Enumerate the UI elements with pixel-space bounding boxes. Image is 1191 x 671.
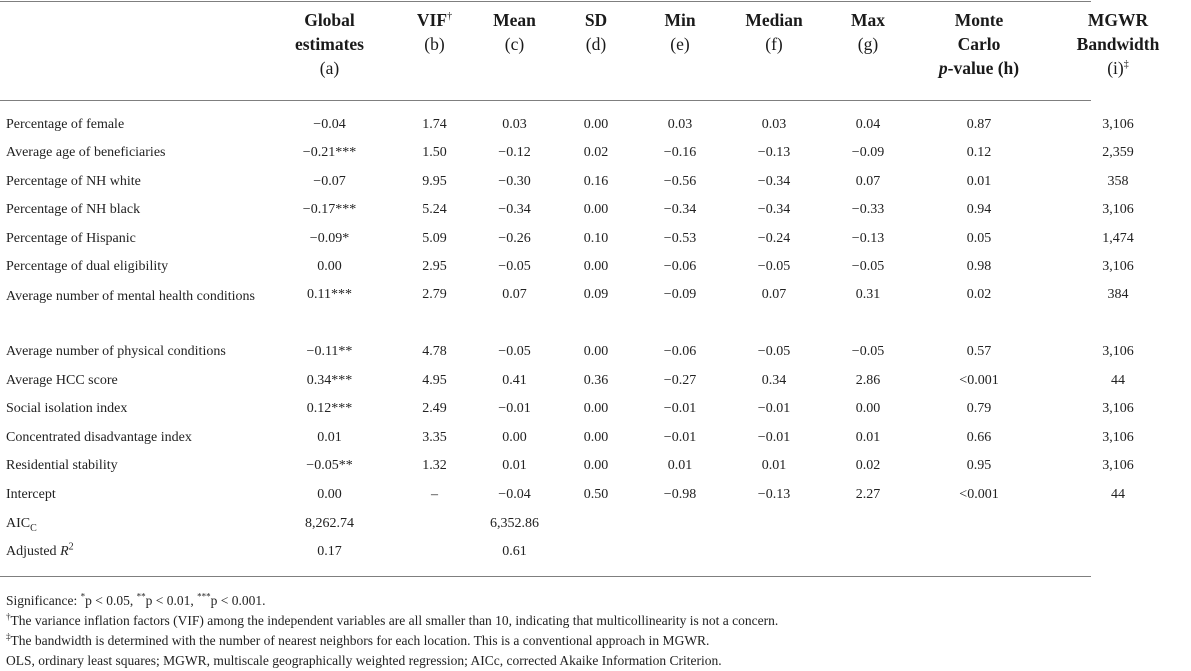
- header-sd: [557, 0, 635, 100]
- table-row: [0, 196, 1191, 225]
- row-label: Residential stability: [6, 458, 118, 474]
- cell-global: −0.09*: [309, 230, 350, 246]
- header-max-label: Max: [850, 10, 886, 30]
- dagger-note-mark: †: [6, 611, 11, 622]
- cell-vif: 5.09: [422, 230, 447, 246]
- cell-vif: [397, 538, 472, 567]
- cell-vif: 2.49: [422, 401, 447, 417]
- cell-max: 2.86: [855, 372, 881, 388]
- cell-bandwidth: 3,106: [1102, 458, 1134, 474]
- row-label: Percentage of dual eligibility: [6, 259, 169, 275]
- cell-sd: 0.09: [583, 286, 609, 302]
- row-label: Percentage of Hispanic: [6, 230, 136, 246]
- cell-median: −0.05: [757, 343, 791, 359]
- sig2-text: p < 0.01,: [145, 593, 198, 608]
- cell-mean: −0.12: [498, 145, 531, 160]
- row-label: Average number of mental health conditions: [6, 288, 255, 304]
- cell-max: 2.27: [855, 486, 881, 502]
- cell-vif: –: [431, 486, 438, 502]
- ddagger-note-mark: ‡: [6, 631, 11, 642]
- table-row: [0, 225, 1191, 254]
- row-label: Social isolation index: [6, 401, 128, 417]
- cell-median: −0.01: [757, 429, 791, 445]
- cell-sd: 0.00: [583, 401, 609, 417]
- vif-note: [6, 611, 1086, 631]
- cell-pvalue: 0.01: [966, 173, 992, 189]
- cell-min: −0.09: [663, 286, 697, 302]
- cell-bandwidth: 3,106: [1102, 259, 1134, 275]
- cell-max: 0.02: [855, 458, 881, 474]
- r2-label: Adjusted: [6, 544, 61, 560]
- cell-min: −0.53: [663, 230, 697, 246]
- cell-median: 0.07: [761, 286, 787, 302]
- cell-bandwidth: 3,106: [1102, 429, 1134, 445]
- cell-bandwidth: 384: [1107, 286, 1129, 302]
- cell-max: [823, 538, 913, 567]
- table-row: [0, 338, 1191, 367]
- row-label: [0, 538, 262, 567]
- row-label: Average age of beneficiaries: [6, 145, 166, 160]
- bandwidth-note: [6, 631, 1086, 651]
- cell-vif: 2.95: [422, 259, 447, 275]
- header-min-label: Min: [664, 10, 696, 30]
- table-row-adjusted-r2: [0, 538, 1191, 567]
- cell-mean: 0.41: [502, 372, 527, 388]
- cell-bandwidth: 44: [1111, 486, 1125, 502]
- cell-bandwidth: 3,106: [1102, 343, 1134, 359]
- cell-global: 0.01: [317, 429, 342, 445]
- header-mgwr-bandwidth: [1045, 0, 1191, 100]
- cell-mean: 0.61: [502, 544, 527, 560]
- cell-bandwidth: [1045, 510, 1191, 539]
- cell-vif: 2.79: [422, 286, 447, 302]
- cell-median: [725, 538, 823, 567]
- cell-vif: [397, 510, 472, 539]
- cell-mean: −0.34: [498, 202, 531, 218]
- row-label: Percentage of female: [6, 117, 125, 132]
- cell-mean: 0.03: [502, 117, 527, 132]
- cell-global: −0.21***: [302, 145, 357, 160]
- cell-bandwidth: 44: [1111, 372, 1125, 388]
- cell-sd: 0.50: [583, 486, 609, 502]
- cell-sd: 0.00: [583, 202, 609, 218]
- cell-max: −0.05: [851, 343, 885, 359]
- cell-min: −0.01: [663, 429, 697, 445]
- table-row: [0, 367, 1191, 396]
- cell-pvalue: [913, 510, 1045, 539]
- cell-mean: −0.05: [498, 343, 531, 359]
- cell-max: [823, 510, 913, 539]
- cell-global: −0.11**: [306, 343, 353, 359]
- cell-bandwidth: 3,106: [1102, 202, 1134, 218]
- cell-median: −0.34: [757, 202, 791, 218]
- header-sd-sub: (d): [585, 34, 607, 54]
- cell-pvalue: 0.66: [966, 429, 992, 445]
- vif-note-text: The variance inflation factors (VIF) among the independent variables are all smaller than 10, indicating that multicollinearity is not a concern.: [10, 613, 779, 628]
- cell-sd: [557, 538, 635, 567]
- cell-vif: 4.95: [422, 372, 447, 388]
- cell-pvalue: 0.98: [966, 259, 992, 275]
- cell-max: 0.07: [855, 173, 881, 189]
- table-row: [0, 253, 1191, 282]
- cell-min: −0.06: [663, 343, 697, 359]
- cell-mean: 6,352.86: [490, 515, 539, 531]
- cell-mean: 0.07: [502, 286, 527, 302]
- cell-vif: 9.95: [422, 173, 447, 189]
- cell-vif: 4.78: [422, 343, 447, 359]
- cell-median: 0.03: [761, 117, 787, 132]
- cell-min: 0.01: [667, 458, 693, 474]
- header-global-sub: (a): [319, 58, 340, 78]
- header-row: [0, 0, 1191, 100]
- cell-min: −0.98: [663, 486, 697, 502]
- cell-mean: −0.05: [498, 259, 531, 275]
- header-median-label: Median: [745, 10, 803, 30]
- cell-vif: 1.32: [422, 458, 447, 474]
- cell-median: −0.13: [757, 145, 791, 160]
- header-min-sub: (e): [670, 34, 690, 54]
- header-global-estimates: [262, 0, 397, 100]
- cell-pvalue: 0.87: [966, 117, 992, 132]
- header-mean: [472, 0, 557, 100]
- cell-global: −0.07: [313, 173, 346, 189]
- header-mc-line2: Carlo: [957, 34, 1001, 54]
- cell-pvalue: 0.79: [966, 401, 992, 417]
- cell-median: −0.34: [757, 173, 791, 189]
- cell-pvalue: [913, 538, 1045, 567]
- cell-global: 0.00: [317, 259, 342, 275]
- header-min: [635, 0, 725, 100]
- cell-global: −0.05**: [306, 458, 353, 474]
- cell-bandwidth: 3,106: [1102, 117, 1134, 132]
- table-body: [0, 100, 1191, 567]
- cell-max: −0.13: [851, 230, 885, 246]
- cell-max: 0.01: [855, 429, 881, 445]
- header-mean-sub: (c): [504, 34, 525, 54]
- cell-median: [725, 510, 823, 539]
- sig2-mark: **: [136, 591, 146, 602]
- cell-min: [635, 510, 725, 539]
- cell-global: 0.17: [317, 544, 342, 560]
- cell-pvalue: 0.12: [966, 145, 992, 160]
- table-footnotes: [6, 591, 1086, 671]
- abbreviations-note: OLS, ordinary least squares; MGWR, multiscale geographically weighted regression; AICc, corrected Akaike Information Criterion.: [6, 653, 722, 668]
- header-bw-line2: Bandwidth: [1076, 34, 1160, 54]
- cell-median: −0.13: [757, 486, 791, 502]
- sig3-mark: ***: [197, 591, 211, 602]
- header-vif-sub: (b): [424, 34, 445, 54]
- cell-sd: 0.36: [583, 372, 609, 388]
- cell-mean: 0.00: [502, 429, 527, 445]
- header-mc-p: p: [938, 58, 948, 78]
- cell-max: −0.33: [851, 202, 885, 218]
- cell-max: 0.04: [855, 117, 881, 132]
- bandwidth-note-text: The bandwidth is determined with the number of nearest neighbors for each location. This is a conventional approach in MGWR.: [10, 633, 710, 648]
- cell-bandwidth: 358: [1107, 173, 1129, 189]
- cell-global: −0.04: [313, 117, 346, 132]
- header-variable: [0, 0, 262, 100]
- cell-global: 0.34***: [306, 372, 353, 388]
- cell-global: 0.11***: [307, 286, 352, 302]
- table-row: [0, 481, 1191, 510]
- cell-vif: 5.24: [422, 202, 447, 218]
- header-mc-line1: Monte: [954, 10, 1004, 30]
- row-label: Percentage of NH black: [6, 202, 141, 218]
- cell-sd: 0.02: [583, 145, 609, 160]
- header-global-label: Global estimates: [294, 10, 364, 54]
- header-bw-line1: MGWR: [1087, 10, 1149, 30]
- cell-mean: −0.30: [498, 173, 531, 189]
- cell-median: 0.01: [761, 458, 787, 474]
- row-label: Percentage of NH white: [6, 173, 141, 189]
- sig-prefix: Significance:: [6, 593, 81, 608]
- cell-global: −0.17***: [302, 202, 357, 218]
- cell-vif: 3.35: [422, 429, 447, 445]
- cell-pvalue: 0.95: [966, 458, 992, 474]
- cell-min: −0.16: [663, 145, 697, 160]
- cell-bandwidth: [1045, 538, 1191, 567]
- row-label: Concentrated disadvantage index: [6, 429, 192, 445]
- double-dagger-mark: ‡: [1123, 59, 1129, 71]
- table-row: [0, 424, 1191, 453]
- table-row: [0, 395, 1191, 424]
- cell-sd: 0.00: [583, 259, 609, 275]
- cell-pvalue: 0.94: [966, 202, 992, 218]
- row-label: Average number of physical conditions: [6, 343, 226, 359]
- header-vif-label: VIF: [416, 10, 448, 30]
- significance-note: [6, 591, 1086, 611]
- cell-mean: −0.04: [498, 486, 531, 502]
- cell-bandwidth: 2,359: [1102, 145, 1134, 160]
- header-mc-line3: -value (h): [947, 58, 1020, 78]
- cell-max: 0.00: [855, 401, 881, 417]
- bottom-rule: [0, 576, 1091, 577]
- cell-sd: 0.10: [583, 230, 609, 246]
- header-monte-carlo: [913, 0, 1045, 100]
- cell-median: 0.34: [761, 372, 787, 388]
- cell-bandwidth: 3,106: [1102, 401, 1134, 417]
- cell-global: 0.00: [317, 486, 342, 502]
- cell-sd: 0.00: [583, 429, 609, 445]
- header-max-sub: (g): [857, 34, 879, 54]
- cell-max: −0.05: [851, 259, 885, 275]
- cell-min: −0.56: [663, 173, 697, 189]
- cell-min: [635, 538, 725, 567]
- row-label: [0, 510, 262, 539]
- cell-global: 8,262.74: [305, 515, 354, 531]
- sig3-text: p < 0.001.: [210, 593, 266, 608]
- cell-sd: 0.16: [583, 173, 609, 189]
- cell-global: 0.12***: [306, 401, 353, 417]
- cell-vif: 1.50: [422, 145, 447, 160]
- cell-median: −0.24: [757, 230, 791, 246]
- aicc-label: AIC: [6, 515, 31, 531]
- cell-pvalue: <0.001: [959, 372, 999, 388]
- dagger-mark: †: [447, 11, 453, 23]
- cell-min: −0.27: [663, 372, 697, 388]
- cell-max: 0.31: [855, 286, 881, 302]
- cell-mean: −0.01: [498, 401, 531, 417]
- cell-max: −0.09: [851, 145, 885, 160]
- cell-sd: 0.00: [583, 343, 609, 359]
- cell-sd: 0.00: [583, 117, 609, 132]
- cell-pvalue: <0.001: [959, 486, 999, 502]
- cell-pvalue: 0.57: [966, 343, 992, 359]
- cell-min: 0.03: [667, 117, 693, 132]
- cell-min: −0.01: [663, 401, 697, 417]
- row-label: Average HCC score: [6, 372, 118, 388]
- header-median-sub: (f): [765, 34, 783, 54]
- table-row-aicc: [0, 510, 1191, 539]
- sig1-mark: *: [80, 591, 86, 602]
- cell-pvalue: 0.05: [966, 230, 992, 246]
- table-row: [0, 100, 1191, 139]
- aicc-sub: C: [30, 522, 37, 534]
- cell-mean: −0.26: [498, 230, 531, 246]
- cell-median: −0.05: [757, 259, 791, 275]
- cell-min: −0.34: [663, 202, 697, 218]
- table-row: [0, 139, 1191, 168]
- header-median: [725, 0, 823, 100]
- table-row: [0, 452, 1191, 481]
- r2-sup: 2: [68, 541, 74, 553]
- table-row: [0, 282, 1191, 338]
- r2-italic: R: [60, 544, 69, 560]
- cell-vif: 1.74: [422, 117, 447, 132]
- cell-pvalue: 0.02: [966, 286, 992, 302]
- cell-mean: 0.01: [502, 458, 527, 474]
- header-max: [823, 0, 913, 100]
- cell-sd: 0.00: [583, 458, 609, 474]
- header-mean-label: Mean: [493, 10, 536, 30]
- cell-min: −0.06: [663, 259, 697, 275]
- header-bw-line3: (i): [1107, 58, 1124, 78]
- header-sd-label: SD: [584, 10, 608, 30]
- sig1-text: p < 0.05,: [85, 593, 137, 608]
- table-row: [0, 168, 1191, 197]
- header-vif: [397, 0, 472, 100]
- cell-sd: [557, 510, 635, 539]
- cell-bandwidth: 1,474: [1102, 230, 1134, 246]
- cell-median: −0.01: [757, 401, 791, 417]
- row-label: Intercept: [6, 486, 56, 502]
